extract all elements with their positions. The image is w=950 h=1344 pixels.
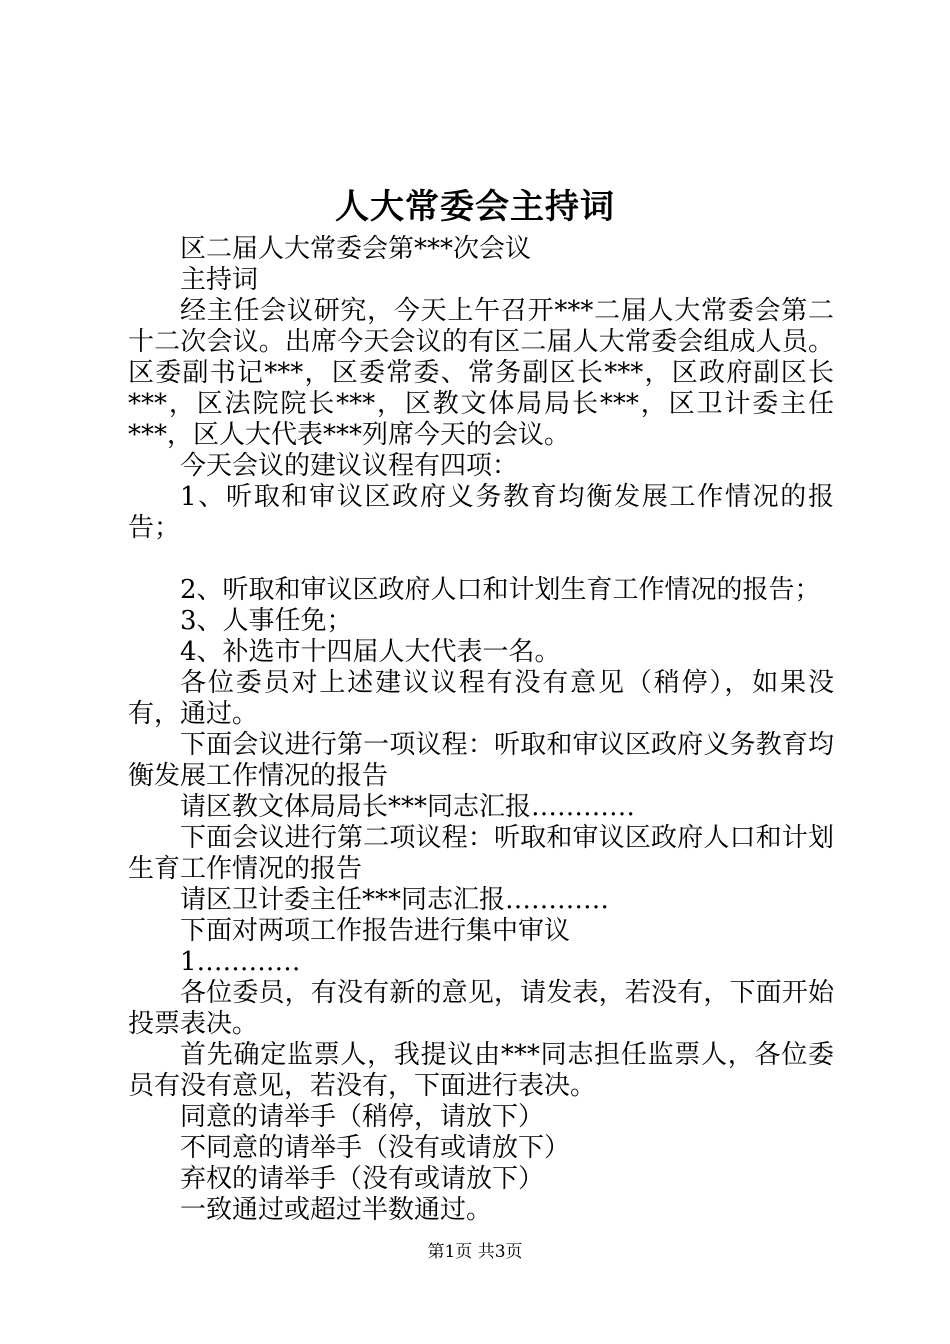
paragraph-agenda-item-1: 1、听取和审议区政府义务教育均衡发展工作情况的报告； bbox=[128, 482, 834, 543]
paragraph-review: 下面对两项工作报告进行集中审议 bbox=[180, 916, 571, 946]
paragraph-review-placeholder: 1………… bbox=[180, 947, 301, 977]
paragraph-heading: 主持词 bbox=[180, 265, 259, 295]
paragraph-second-report: 请区卫计委主任***同志汇报………… bbox=[180, 885, 610, 915]
paragraph-result: 一致通过或超过半数通过。 bbox=[180, 1195, 493, 1225]
paragraph-scrutineer: 首先确定监票人，我提议由***同志担任监票人，各位委员有没有意见，若没有，下面进行表决。 bbox=[128, 1040, 834, 1101]
paragraph-vote-no: 不同意的请举手（没有或请放下） bbox=[180, 1133, 571, 1163]
paragraph-agenda-item-2: 2、听取和审议区政府人口和计划生育工作情况的报告； bbox=[180, 575, 821, 605]
paragraph-call-for-vote: 各位委员，有没有新的意见，请发表，若没有，下面开始投票表决。 bbox=[128, 978, 834, 1039]
document-body bbox=[128, 234, 834, 1226]
paragraph-second-item: 下面会议进行第二项议程：听取和审议区政府人口和计划生育工作情况的报告 bbox=[128, 823, 834, 884]
paragraph-vote-abstain: 弃权的请举手（没有或请放下） bbox=[180, 1164, 545, 1194]
document-title: 人大常委会主持词 bbox=[335, 187, 615, 227]
paragraph-attendance: 经主任会议研究，今天上午召开***二届人大常委会第二十二次会议。出席今天会议的有区二届人大常委会组成人员。区委副书记***，区委常委、常务副区长***，区政府副区长***，区法院院长***，区教文体局局长***，区卫计委主任***，区人大代表***列席今天的会议。 bbox=[128, 296, 834, 450]
page-footer: 第1页 共3页 bbox=[427, 1242, 523, 1262]
paragraph-agenda-item-3: 3、人事任免； bbox=[180, 606, 353, 636]
paragraph-meeting-name: 区二届人大常委会第***次会议 bbox=[180, 234, 532, 264]
paragraph-first-item: 下面会议进行第一项议程：听取和审议区政府义务教育均衡发展工作情况的报告 bbox=[128, 730, 834, 791]
paragraph-agenda-item-4: 4、补选市十四届人大代表一名。 bbox=[180, 637, 561, 667]
paragraph-agenda-intro: 今天会议的建议议程有四项： bbox=[180, 451, 519, 481]
blank-line bbox=[128, 544, 834, 575]
paragraph-agenda-approval: 各位委员对上述建议议程有没有意见（稍停），如果没有，通过。 bbox=[128, 668, 834, 729]
paragraph-vote-yes: 同意的请举手（稍停，请放下） bbox=[180, 1102, 545, 1132]
paragraph-first-report: 请区教文体局局长***同志汇报………… bbox=[180, 792, 636, 822]
